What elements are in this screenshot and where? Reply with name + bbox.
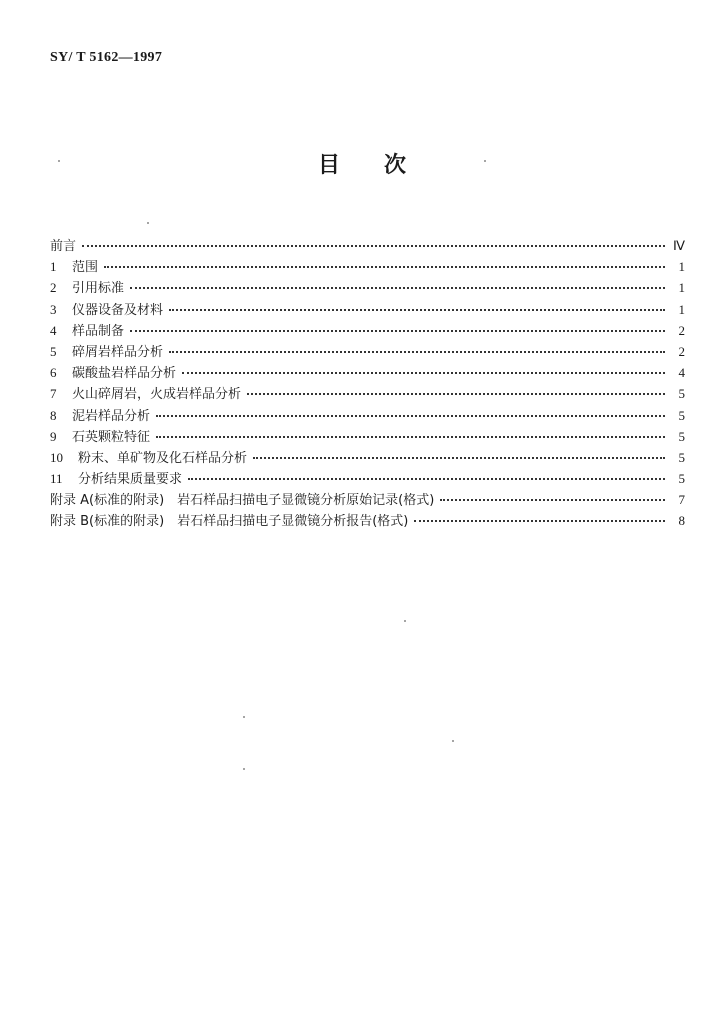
toc-entry-9[interactable] [50, 426, 685, 447]
toc-entry-appendix-a[interactable] [50, 489, 685, 510]
toc-entry-10[interactable] [50, 447, 685, 468]
scan-speck [58, 160, 60, 162]
toc-section-number: 2 [50, 280, 57, 296]
toc-entry-text: 前言 [50, 239, 77, 254]
dot-leader [253, 457, 665, 459]
dot-leader [82, 245, 665, 247]
scan-speck [404, 620, 406, 622]
toc-section-number: 3 [50, 301, 57, 317]
toc-page-number: 5 [678, 386, 685, 402]
toc-entry-text: 泥岩样品分析 [72, 408, 151, 424]
toc-page-number: 5 [678, 471, 685, 487]
toc-entry-text: 引用标准 [72, 281, 125, 297]
dot-leader [130, 287, 665, 289]
toc-section-number: 7 [50, 386, 57, 402]
toc-entry-6[interactable] [50, 362, 685, 383]
toc-section-number: 10 [50, 449, 63, 465]
toc-entry-text: 分析结果质量要求 [78, 472, 183, 488]
toc-page-number: 5 [678, 407, 685, 423]
standard-code: SY/ T 5162—1997 [50, 50, 163, 65]
toc-section-number: 4 [50, 322, 57, 338]
toc-page-number: 1 [678, 301, 685, 317]
toc-entry-text: 范围 [72, 260, 99, 276]
toc-entry-preface[interactable] [50, 235, 685, 256]
toc-entry-text: 仪器设备及材料 [72, 302, 164, 318]
toc-entry-3[interactable] [50, 299, 685, 320]
toc-entry-5[interactable] [50, 341, 685, 362]
toc-entry-text: 附录 A(标准的附录) 岩石样品扫描电子显微镜分析原始记录(格式) [50, 493, 435, 509]
toc-entry-11[interactable] [50, 468, 685, 489]
dot-leader [247, 393, 665, 395]
toc-entry-8[interactable] [50, 405, 685, 426]
toc-page-number: 5 [678, 449, 685, 465]
page-title [0, 148, 724, 179]
toc-entry-text: 附录 B(标准的附录) 岩石样品扫描电子显微镜分析报告(格式) [50, 514, 409, 530]
toc-section-number: 1 [50, 259, 57, 275]
toc-entry-text: 石英颗粒特征 [72, 429, 151, 445]
dot-leader [188, 478, 665, 480]
toc-section-number: 6 [50, 365, 57, 381]
dot-leader [169, 351, 665, 353]
toc-section-number: 9 [50, 428, 57, 444]
toc-entry-text: 碎屑岩样品分析 [72, 344, 164, 360]
toc-page-number: 1 [678, 259, 685, 275]
toc-section-number: 8 [50, 407, 57, 423]
title-char-1: 目 [317, 153, 340, 178]
toc-page-number: 2 [678, 343, 685, 359]
title-char-2: 次 [384, 153, 407, 178]
toc-page-number: Ⅳ [673, 238, 685, 253]
toc-entry-2[interactable] [50, 277, 685, 298]
scan-speck [243, 716, 245, 718]
dot-leader [169, 309, 665, 311]
dot-leader [182, 372, 665, 374]
toc-section-number: 5 [50, 343, 57, 359]
toc-page-number: 1 [678, 280, 685, 296]
dot-leader [414, 520, 665, 522]
toc-entry-text: 火山碎屑岩，火成岩样品分析 [72, 387, 242, 403]
table-of-contents [50, 235, 685, 532]
scan-speck [484, 160, 486, 162]
toc-entry-text: 碳酸盐岩样品分析 [72, 366, 177, 382]
toc-page-number: 5 [678, 428, 685, 444]
dot-leader [130, 330, 665, 332]
toc-entry-text: 样品制备 [72, 323, 125, 339]
toc-entry-7[interactable] [50, 383, 685, 404]
scan-speck [243, 768, 245, 770]
dot-leader [156, 436, 665, 438]
toc-page-number: 4 [678, 365, 685, 381]
scan-speck [147, 222, 149, 224]
dot-leader [440, 499, 665, 501]
toc-entry-appendix-b[interactable] [50, 510, 685, 531]
toc-entry-text: 粉末、单矿物及化石样品分析 [78, 450, 248, 466]
toc-entry-1[interactable] [50, 256, 685, 277]
toc-section-number: 11 [50, 471, 63, 487]
dot-leader [156, 415, 665, 417]
toc-entry-4[interactable] [50, 320, 685, 341]
scan-speck [452, 740, 454, 742]
toc-page-number: 2 [678, 322, 685, 338]
toc-page-number: 7 [678, 492, 685, 508]
dot-leader [104, 266, 665, 268]
toc-page-number: 8 [678, 513, 685, 529]
